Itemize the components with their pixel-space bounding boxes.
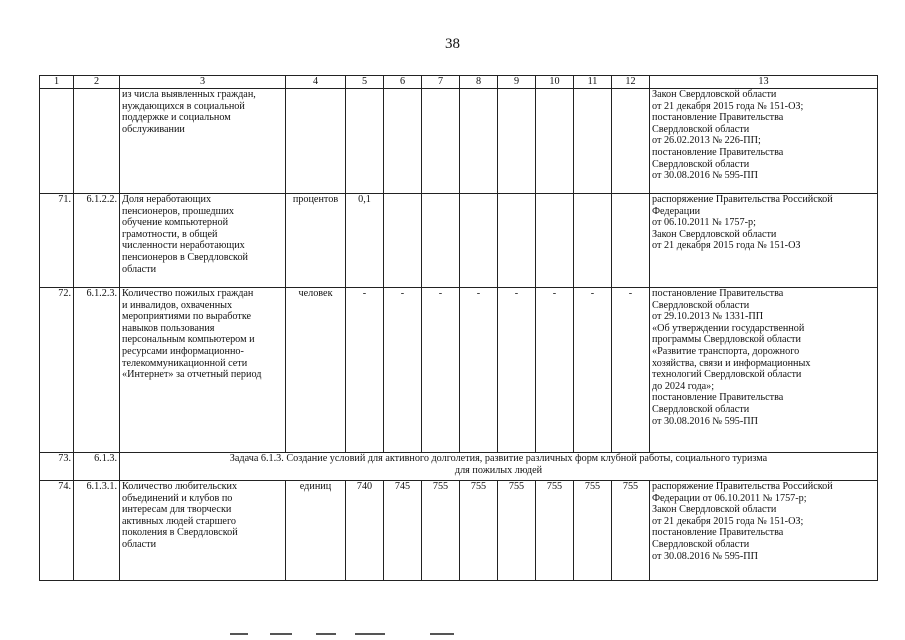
value-cell xyxy=(384,89,422,194)
legal-basis: распоряжение Правительства Российской Федерации от 06.10.2011 № 1757-р; Закон Свердловской области от 21 декабря 2015 года № 151-ОЗ; постановление Правительства Свердловской области от 30.08.2016 № 595-ПП xyxy=(650,481,878,581)
value-cell xyxy=(536,194,574,288)
value-cell xyxy=(422,194,460,288)
task-title: Задача 6.1.3. Создание условий для активного долголетия, развитие различных форм клубной работы, социального туризма для пожилых людей xyxy=(120,453,878,481)
value-cell: - xyxy=(536,288,574,453)
value-cell: 755 xyxy=(574,481,612,581)
legal-basis: распоряжение Правительства Российской Федерации от 06.10.2011 № 1757-р; Закон Свердловской области от 21 декабря 2015 года № 151-ОЗ xyxy=(650,194,878,288)
table-header-row xyxy=(40,76,878,89)
value-cell: 0,1 xyxy=(346,194,384,288)
header-cell: 11 xyxy=(574,76,612,89)
header-cell: 7 xyxy=(422,76,460,89)
legal-basis: постановление Правительства Свердловской области от 29.10.2013 № 1331-ПП «Об утверждении государственной программы Свердловской области «Развитие транспорта, дорожного хозяйства, связи и информационных технологий Свердловской области до 2024 года»; постановление Правительства Свердловской области от 30.08.2016 № 595-ПП xyxy=(650,288,878,453)
header-cell: 5 xyxy=(346,76,384,89)
indicator-text: из числа выявленных граждан, нуждающихся в социальной поддержке и социальном обслуживании xyxy=(120,89,286,194)
value-cell xyxy=(384,194,422,288)
value-cell: 755 xyxy=(612,481,650,581)
page-number: 38 xyxy=(445,36,460,52)
row-number: 72. xyxy=(40,288,74,453)
table-row xyxy=(40,194,878,288)
value-cell xyxy=(612,89,650,194)
header-cell: 13 xyxy=(650,76,878,89)
value-cell xyxy=(460,194,498,288)
header-cell: 8 xyxy=(460,76,498,89)
indicator-text: Доля неработающих пенсионеров, прошедших обучение компьютерной грамотности, в общей численности неработающих пенсионеров в Свердловской области xyxy=(120,194,286,288)
header-cell: 6 xyxy=(384,76,422,89)
unit-cell: единиц xyxy=(286,481,346,581)
value-cell xyxy=(346,89,384,194)
scan-artifact xyxy=(230,633,470,636)
value-cell xyxy=(536,89,574,194)
indicators-table xyxy=(39,75,878,581)
row-code: 6.1.2.3. xyxy=(74,288,120,453)
header-cell: 12 xyxy=(612,76,650,89)
table-row xyxy=(40,481,878,581)
value-cell: - xyxy=(612,288,650,453)
unit-cell: процентов xyxy=(286,194,346,288)
row-number: 73. xyxy=(40,453,74,481)
row-code xyxy=(74,89,120,194)
value-cell: 755 xyxy=(536,481,574,581)
value-cell xyxy=(498,89,536,194)
header-cell: 9 xyxy=(498,76,536,89)
header-cell: 1 xyxy=(40,76,74,89)
table-row xyxy=(40,288,878,453)
value-cell: - xyxy=(574,288,612,453)
value-cell: 755 xyxy=(460,481,498,581)
value-cell: 755 xyxy=(422,481,460,581)
header-cell: 4 xyxy=(286,76,346,89)
value-cell: - xyxy=(346,288,384,453)
indicator-text: Количество любительских объединений и клубов по интересам для творчески активных людей старшего поколения в Свердловской области xyxy=(120,481,286,581)
value-cell: - xyxy=(384,288,422,453)
value-cell: 745 xyxy=(384,481,422,581)
value-cell: 755 xyxy=(498,481,536,581)
table-row xyxy=(40,89,878,194)
value-cell xyxy=(574,194,612,288)
row-number xyxy=(40,89,74,194)
header-cell: 2 xyxy=(74,76,120,89)
row-code: 6.1.3. xyxy=(74,453,120,481)
unit-cell: человек xyxy=(286,288,346,453)
header-cell: 3 xyxy=(120,76,286,89)
value-cell xyxy=(574,89,612,194)
value-cell xyxy=(460,89,498,194)
value-cell: - xyxy=(460,288,498,453)
unit-cell xyxy=(286,89,346,194)
value-cell xyxy=(422,89,460,194)
value-cell: 740 xyxy=(346,481,384,581)
header-cell: 10 xyxy=(536,76,574,89)
row-code: 6.1.3.1. xyxy=(74,481,120,581)
task-row xyxy=(40,453,878,481)
value-cell xyxy=(498,194,536,288)
row-number: 74. xyxy=(40,481,74,581)
row-number: 71. xyxy=(40,194,74,288)
value-cell xyxy=(612,194,650,288)
value-cell: - xyxy=(498,288,536,453)
row-code: 6.1.2.2. xyxy=(74,194,120,288)
value-cell: - xyxy=(422,288,460,453)
indicator-text: Количество пожилых граждан и инвалидов, охваченных мероприятиями по выработке навыков пользования персональным компьютером и ресурсами информационно- телекоммуникационной сети «Интернет» за отчетный период xyxy=(120,288,286,453)
legal-basis: Закон Свердловской области от 21 декабря 2015 года № 151-ОЗ; постановление Правительства Свердловской области от 26.02.2013 № 226-ПП; постановление Правительства Свердловской области от 30.08.2016 № 595-ПП xyxy=(650,89,878,194)
